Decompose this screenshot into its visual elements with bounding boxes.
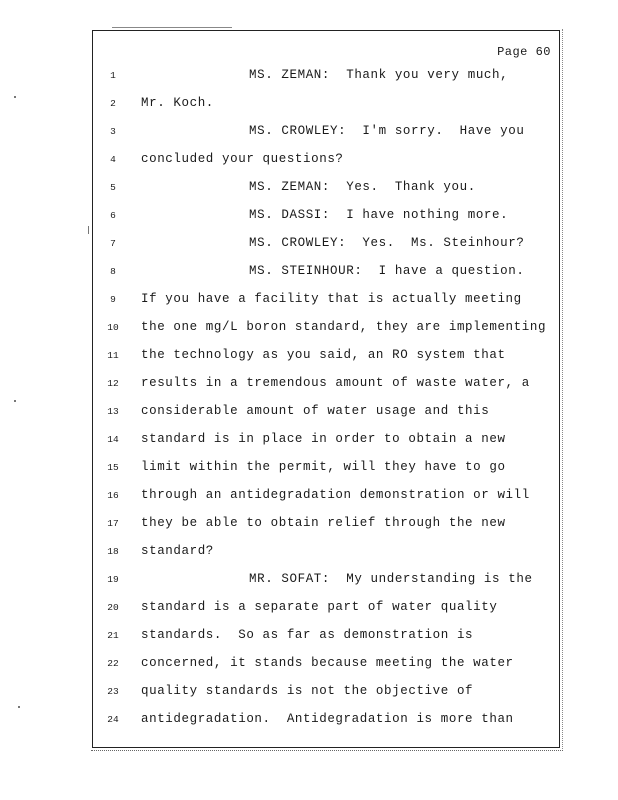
line-number: 11 bbox=[107, 350, 119, 361]
line-number: 17 bbox=[107, 518, 119, 529]
line-number: 8 bbox=[110, 266, 116, 277]
line-number: 6 bbox=[110, 210, 116, 221]
line-text: MS. STEINHOUR: I have a question. bbox=[249, 264, 525, 278]
line-number: 4 bbox=[110, 154, 116, 165]
transcript-line bbox=[93, 96, 561, 112]
line-number: 15 bbox=[107, 462, 119, 473]
line-number: 24 bbox=[107, 714, 119, 725]
line-text: through an antidegradation demonstration or will bbox=[141, 488, 530, 502]
transcript-line bbox=[93, 152, 561, 168]
line-text: antidegradation. Antidegradation is more than bbox=[141, 712, 514, 726]
line-text: MS. CROWLEY: Yes. Ms. Steinhour? bbox=[249, 236, 525, 250]
transcript-page bbox=[92, 30, 560, 748]
line-number: 14 bbox=[107, 434, 119, 445]
line-text: Mr. Koch. bbox=[141, 96, 214, 110]
scan-speck bbox=[88, 226, 89, 234]
transcript-line bbox=[93, 460, 561, 476]
transcript-line bbox=[93, 292, 561, 308]
line-text: concerned, it stands because meeting the water bbox=[141, 656, 514, 670]
line-number: 13 bbox=[107, 406, 119, 417]
line-number: 9 bbox=[110, 294, 116, 305]
line-number: 10 bbox=[107, 322, 119, 333]
line-text: MR. SOFAT: My understanding is the bbox=[249, 572, 533, 586]
transcript-line bbox=[93, 712, 561, 728]
line-number: 20 bbox=[107, 602, 119, 613]
scan-speck bbox=[14, 96, 16, 98]
line-text: the technology as you said, an RO system that bbox=[141, 348, 506, 362]
line-text: standards. So as far as demonstration is bbox=[141, 628, 474, 642]
line-number: 16 bbox=[107, 490, 119, 501]
line-text: standard? bbox=[141, 544, 214, 558]
line-text: MS. CROWLEY: I'm sorry. Have you bbox=[249, 124, 525, 138]
transcript-line bbox=[93, 684, 561, 700]
transcript-line bbox=[93, 600, 561, 616]
scan-speck bbox=[18, 706, 20, 708]
line-number: 1 bbox=[110, 70, 116, 81]
line-text: they be able to obtain relief through the new bbox=[141, 516, 506, 530]
line-number: 18 bbox=[107, 546, 119, 557]
transcript-line bbox=[93, 124, 561, 140]
line-text: MS. ZEMAN: Thank you very much, bbox=[249, 68, 509, 82]
line-text: standard is a separate part of water quality bbox=[141, 600, 498, 614]
line-number: 22 bbox=[107, 658, 119, 669]
transcript-line bbox=[93, 68, 561, 84]
line-number: 23 bbox=[107, 686, 119, 697]
transcript-line bbox=[93, 516, 561, 532]
transcript-line bbox=[93, 208, 561, 224]
line-number: 2 bbox=[110, 98, 116, 109]
line-number: 21 bbox=[107, 630, 119, 641]
transcript-line bbox=[93, 628, 561, 644]
line-text: MS. ZEMAN: Yes. Thank you. bbox=[249, 180, 476, 194]
transcript-line bbox=[93, 488, 561, 504]
transcript-line bbox=[93, 264, 561, 280]
line-text: limit within the permit, will they have to go bbox=[141, 460, 506, 474]
line-text: MS. DASSI: I have nothing more. bbox=[249, 208, 509, 222]
line-number: 3 bbox=[110, 126, 116, 137]
transcript-line bbox=[93, 236, 561, 252]
line-text: quality standards is not the objective of bbox=[141, 684, 474, 698]
transcript-line bbox=[93, 180, 561, 196]
line-number: 12 bbox=[107, 378, 119, 389]
transcript-line bbox=[93, 348, 561, 364]
transcript-line bbox=[93, 376, 561, 392]
line-text: standard is in place in order to obtain a new bbox=[141, 432, 506, 446]
transcript-line bbox=[93, 572, 561, 588]
line-text: the one mg/L boron standard, they are implementing bbox=[141, 320, 547, 334]
line-text: considerable amount of water usage and this bbox=[141, 404, 490, 418]
transcript-line bbox=[93, 404, 561, 420]
transcript-line bbox=[93, 544, 561, 560]
line-text: results in a tremendous amount of waste water, a bbox=[141, 376, 530, 390]
transcript-line bbox=[93, 656, 561, 672]
line-number: 5 bbox=[110, 182, 116, 193]
scan-artifact-line bbox=[112, 27, 232, 28]
transcript-line bbox=[93, 320, 561, 336]
line-text: concluded your questions? bbox=[141, 152, 344, 166]
scan-speck bbox=[14, 400, 16, 402]
transcript-line bbox=[93, 432, 561, 448]
page-number: Page 60 bbox=[497, 45, 551, 59]
line-number: 19 bbox=[107, 574, 119, 585]
line-text: If you have a facility that is actually meeting bbox=[141, 292, 522, 306]
line-number: 7 bbox=[110, 238, 116, 249]
